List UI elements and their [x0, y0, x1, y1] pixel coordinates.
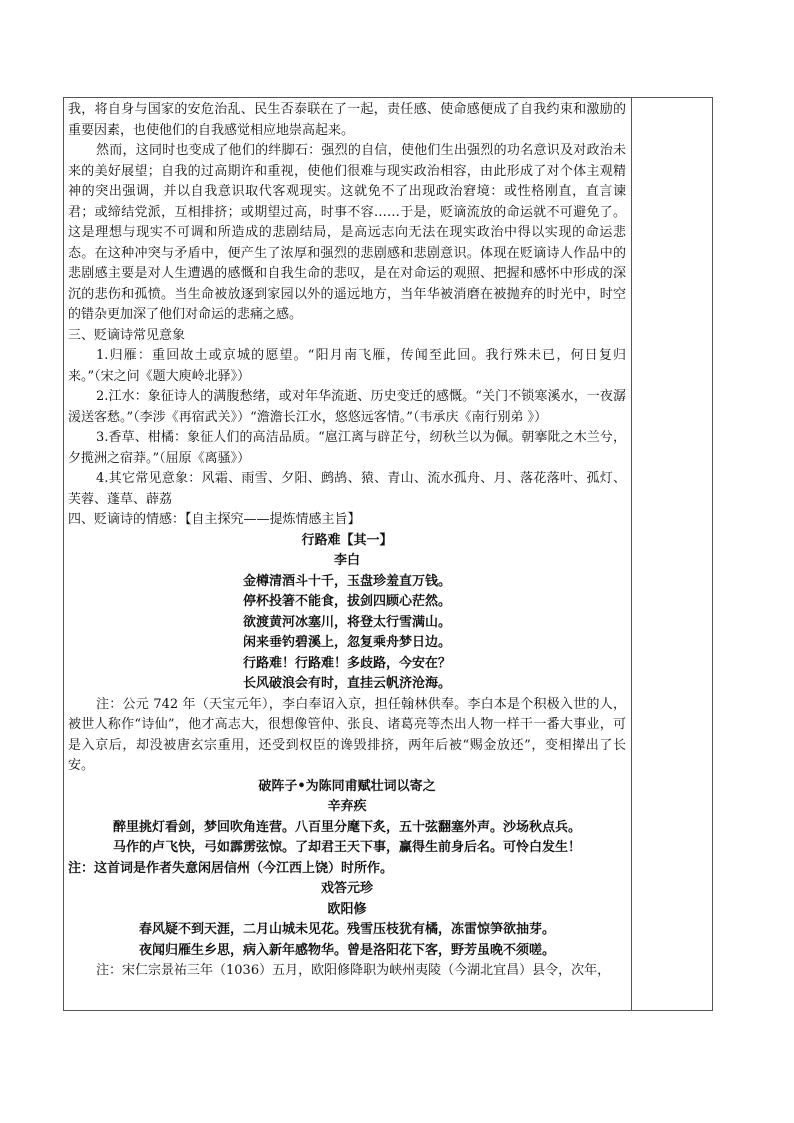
section4-heading: 四、贬谪诗的情感：【自主探究——提炼情感主旨】 — [68, 512, 361, 527]
imagery-item-1: 1.归雁：重回故土或京城的愿望。“阳月南飞雁，传闻至此回。我行殊未已，何日复归来。”（宋之问《题大庾岭北驿》） — [68, 348, 626, 384]
poem3-title: 戏答元珍 — [320, 881, 373, 896]
poem2-note: 注：这首词是作者失意闲居信州（今江西上饶）时所作。 — [68, 860, 394, 876]
intro-paragraph-2: 然而，这同时也变成了他们的绊脚石：强烈的自信，使他们生出强烈的功名意识及对政治未来的美好展望；自我的过高期许和重视，使他们很难与现实政治相容，由此形成了对个体主观精神的突出强调，并以自我意识取代客观现实。这就免不了出现政治窘境：或性格刚直，直言谏君；或缔结党派，互相排挤；或期望过高，时事不容……于是，贬谪流放的命运就不可避免了。这是理想与现实不可调和所造成的悲剧结局，是高远志向无法在现实政治中得以实现的命运悲态。在这种冲突与矛盾中，便产生了浓厚和强烈的悲剧感和悲剧意识。体现在贬谪诗人作品中的悲剧感主要是对人生遭遇的感慨和自我生命的悲叹，是在对命运的观照、把握和感怀中形成的深沉的悲伤和孤愤。当生命被放逐到家园以外的遥远地方，当年华被消磨在被抛弃的时光中，时空的错杂更加深了他们对命运的悲痛之感。 — [68, 143, 626, 322]
poem1-line: 欲渡黄河冰塞川，将登太行雪满山。 — [242, 614, 451, 630]
intro-paragraph-1: 我，将自身与国家的安危治乱、民生否泰联在了一起，责任感、使命感便成了自我约束和激励的重要因素，也使他们的自我感觉相应地崇高起来。 — [68, 102, 626, 138]
poem2-author: 辛弃疾 — [327, 799, 367, 814]
section3-heading: 三、贬谪诗常见意象 — [68, 327, 186, 343]
poem1-line: 停杯投箸不能食，拔剑四顾心茫然。 — [242, 594, 451, 609]
poem2-line: 马作的卢飞快，弓如霹雳弦惊。了却君王天下事，赢得生前身后名。可怜白发生！ — [112, 840, 581, 855]
poem1-line: 长风破浪会有时，直挂云帆济沧海。 — [242, 676, 451, 691]
table-column-divider — [631, 97, 632, 1011]
poem3-line: 春风疑不到天涯，二月山城未见花。残雪压枝犹有橘，冻雷惊笋欲抽芽。 — [138, 922, 555, 937]
poem1-line: 行路难！行路难！多歧路，今安在？ — [242, 655, 451, 671]
poem1-line: 闲来垂钓碧溪上，忽复乘舟梦日边。 — [242, 635, 451, 650]
imagery-item-4: 4.其它常见意象：风霜、雨雪、夕阳、鹧鸪、猿、青山、流水孤舟、月、落花落叶、孤灯、芙蓉、蓬草、薜荔 — [68, 471, 626, 507]
imagery-item-2: 2.江水：象征诗人的满腹愁绪，或对年华流逝、历史变迁的感慨。“关门不锁寒溪水，一夜潺湲送客愁。”（李涉《再宿武关》）“澹澹长江水，悠悠远客情。”（韦承庆《南行别弟 》） — [68, 389, 626, 425]
table-cell-main — [68, 100, 626, 982]
poem3-note: 注：宋仁宗景祐三年（1036）五月，欧阳修降职为峡州夷陵（今湖北宜昌）县令，次年， — [96, 963, 611, 978]
poem3-author: 欧阳修 — [327, 901, 367, 917]
poem1-line: 金樽清酒斗十千，玉盘珍羞直万钱。 — [242, 573, 451, 589]
poem3-line: 夜闻归雁生乡思，病入新年感物华。曾是洛阳花下客，野芳虽晚不须嗟。 — [138, 942, 555, 958]
poem2-title: 破阵子•为陈同甫赋壮词以寄之 — [258, 778, 436, 794]
imagery-item-3: 3.香草、柑橘：象征人们的高洁品质。“扈江离与辟芷兮，纫秋兰以为佩。朝搴阰之木兰兮，夕揽洲之宿莽。”（屈原《离骚》） — [68, 430, 626, 466]
poem1-note: 注：公元 742 年（天宝元年），李白奉诏入京，担任翰林供奉。李白本是个积极入世的人，被世人称作“诗仙”，他才高志大，很想像管仲、张良、诸葛亮等杰出人物一样干一番大事业，可是入京后，却没被唐玄宗重用，还受到权臣的谗毁排挤，两年后被“赐金放还”，变相撵出了长安。 — [68, 696, 626, 773]
poem2-line: 醉里挑灯看剑，梦回吹角连营。八百里分麾下炙，五十弦翻塞外声。沙场秋点兵。 — [112, 819, 581, 835]
poem1-title: 行路难【其一】 — [301, 532, 393, 548]
poem1-author: 李白 — [333, 553, 360, 568]
